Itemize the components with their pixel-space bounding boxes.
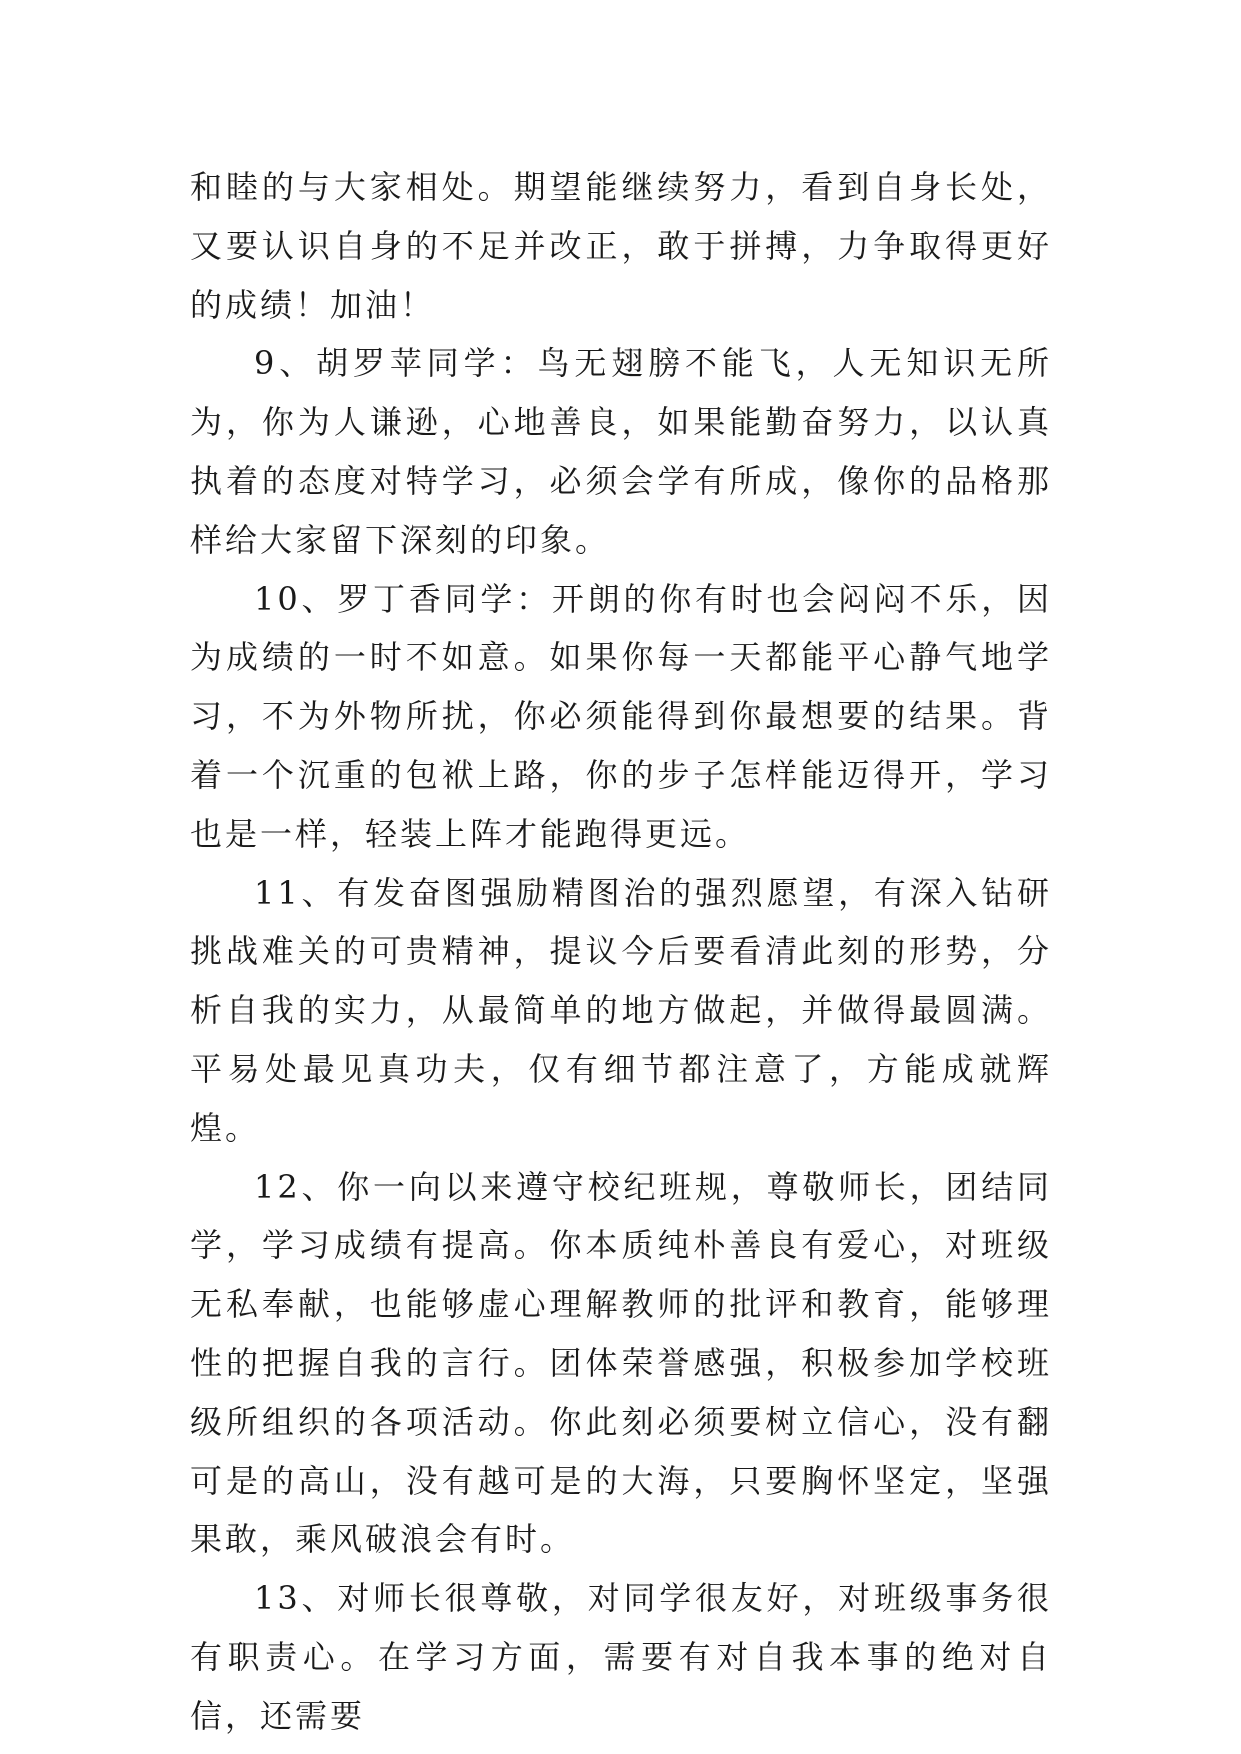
paragraph-comment-13: 13、对师长很尊敬，对同学很友好，对班级事务很有职责心。在学习方面，需要有对自我本事的绝对自信，还需要 (190, 1579, 1052, 1735)
paragraph-comment-12: 12、你一向以来遵守校纪班规，尊敬师长，团结同学，学习成绩有提高。你本质纯朴善良有爱心，对班级无私奉献，也能够虚心理解教师的批评和教育，能够理性的把握自我的言行。团体荣誉感强，积极参加学校班级所组织的各项活动。你此刻必须要树立信心，没有翻可是的高山，没有越可是的大海，只要胸怀坚定，坚强果敢，乘风破浪会有时。 (190, 1167, 1052, 1559)
paragraph-comment-9: 9、胡罗苹同学：鸟无翅膀不能飞，人无知识无所为，你为人谦逊，心地善良，如果能勤奋努力，以认真执着的态度对特学习，必须会学有所成，像你的品格那样给大家留下深刻的印象。 (190, 344, 1052, 559)
paragraph-comment-10: 10、罗丁香同学：开朗的你有时也会闷闷不乐，因为成绩的一时不如意。如果你每一天都能平心静气地学习，不为外物所扰，你必须能得到你最想要的结果。背着一个沉重的包袱上路，你的步子怎样能迈得开，学习也是一样，轻装上阵才能跑得更远。 (190, 579, 1052, 853)
paragraph-continuation: 和睦的与大家相处。期望能继续努力，看到自身长处，又要认识自身的不足并改正，敢于拼搏，力争取得更好的成绩！加油！ (190, 168, 1052, 324)
text-column (190, 158, 1052, 1746)
paragraph-comment-11: 11、有发奋图强励精图治的强烈愿望，有深入钻研挑战难关的可贵精神，提议今后要看清此刻的形势，分析自我的实力，从最简单的地方做起，并做得最圆满。平易处最见真功夫，仅有细节都注意了，方能成就辉煌。 (190, 873, 1052, 1147)
